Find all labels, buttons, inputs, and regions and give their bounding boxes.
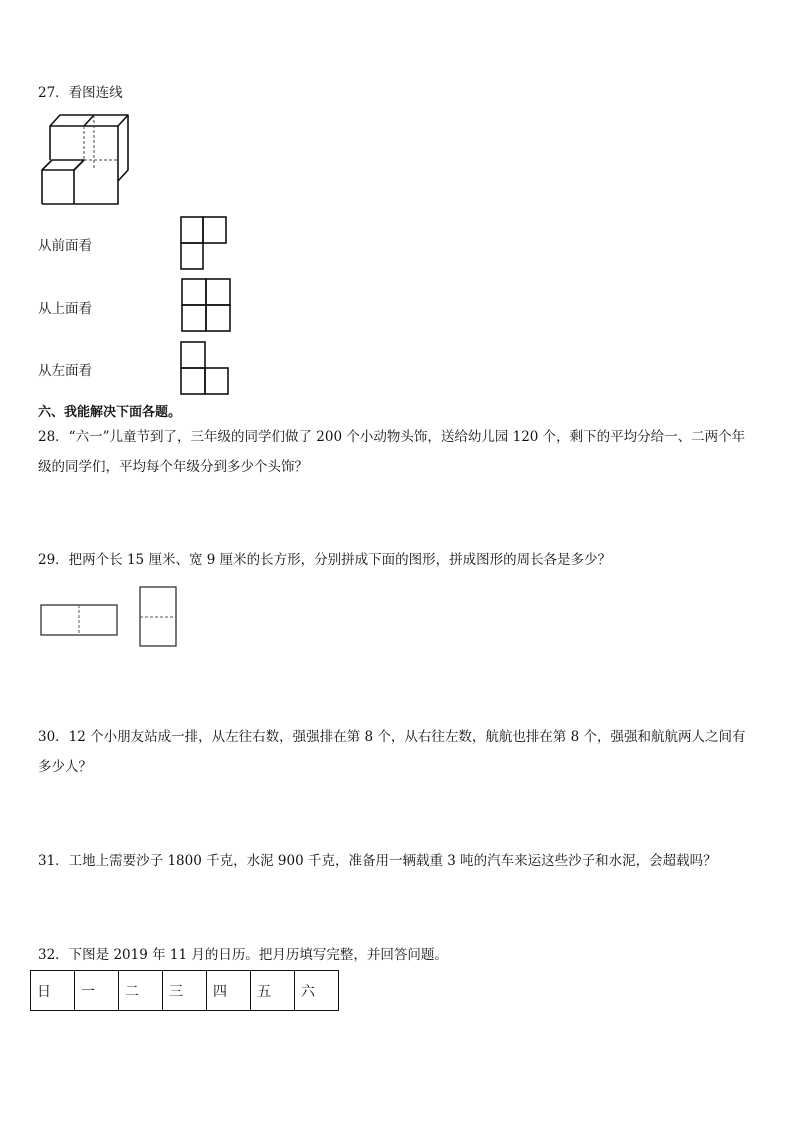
cube-stack-figure bbox=[40, 112, 132, 207]
q30-text: 30．12 个小朋友站成一排，从左往右数，强强排在第 8 个，从右往左数，航航也排在第 8 个，强强和航航两人之间有多少人？ bbox=[38, 729, 746, 775]
view-label-left: 从左面看 bbox=[38, 363, 92, 379]
weekday-cell: 日 bbox=[31, 971, 75, 1011]
calendar-header-row bbox=[31, 971, 339, 1011]
q31-text: 31．工地上需要沙子 1800 千克，水泥 900 千克，准备用一辆载重 3 吨的汽车来运这些沙子和水泥，会超载吗？ bbox=[38, 853, 717, 869]
view-shape-c[interactable] bbox=[180, 341, 230, 395]
view-shape-a[interactable] bbox=[180, 216, 228, 270]
q27-title: 27．看图连线 bbox=[38, 85, 123, 101]
vertical-rectangles-figure bbox=[139, 586, 179, 648]
weekday-cell: 三 bbox=[163, 971, 207, 1011]
weekday-cell: 四 bbox=[207, 971, 251, 1011]
view-label-front: 从前面看 bbox=[38, 238, 92, 254]
q29-text: 29．把两个长 15 厘米、宽 9 厘米的长方形，分别拼成下面的图形，拼成图形的周长各是多少？ bbox=[38, 552, 612, 568]
calendar-table bbox=[30, 970, 339, 1011]
weekday-cell: 一 bbox=[75, 971, 119, 1011]
horizontal-rectangles-figure bbox=[40, 604, 120, 638]
q28-text: 28．“六一”儿童节到了，三年级的同学们做了 200 个小动物头饰，送给幼儿园 120 个，剩下的平均分给一、二两个年级的同学们，平均每个年级分到多少个头饰？ bbox=[38, 429, 746, 475]
q32-title: 32．下图是 2019 年 11 月的日历。把月历填写完整，并回答问题。 bbox=[38, 947, 448, 963]
section-heading: 六、我能解决下面各题。 bbox=[38, 405, 182, 420]
weekday-cell: 二 bbox=[119, 971, 163, 1011]
weekday-cell: 六 bbox=[295, 971, 339, 1011]
view-shape-b[interactable] bbox=[181, 278, 231, 332]
weekday-cell: 五 bbox=[251, 971, 295, 1011]
view-label-top: 从上面看 bbox=[38, 301, 92, 317]
